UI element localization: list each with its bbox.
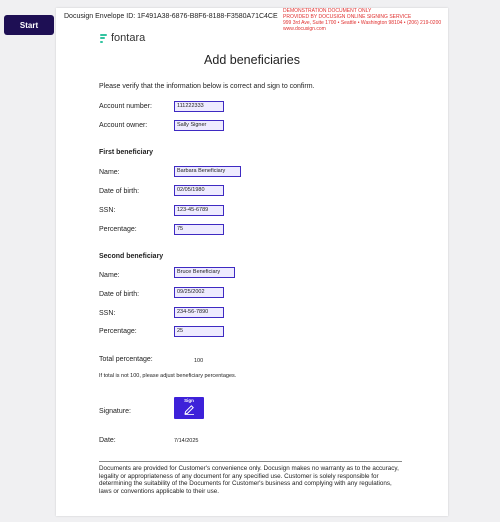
second-ssn-field[interactable]: 234-56-7890 bbox=[174, 307, 224, 318]
first-dob-field[interactable]: 02/05/1980 bbox=[174, 185, 224, 196]
account-number-field[interactable]: 111222333 bbox=[174, 101, 224, 112]
second-percentage-field[interactable]: 25 bbox=[174, 326, 224, 337]
first-dob-label: Date of birth: bbox=[99, 188, 140, 195]
demo-notice-line: www.docusign.com bbox=[283, 26, 326, 32]
total-percentage-label: Total percentage: bbox=[99, 356, 153, 363]
total-note: If total is not 100, please adjust beneficiary percentages. bbox=[99, 373, 237, 379]
second-dob-field[interactable]: 09/25/2002 bbox=[174, 287, 224, 298]
first-ssn-label: SSN: bbox=[99, 207, 116, 214]
demo-notice-line: 999 3rd Ave, Suite 1700 • Seattle • Washington 98104 • (206) 219-0200 bbox=[283, 20, 442, 26]
account-number-label: Account number: bbox=[99, 103, 152, 110]
start-button[interactable]: Start bbox=[4, 15, 54, 35]
demo-notice-line: DEMONSTRATION DOCUMENT ONLY bbox=[283, 8, 372, 14]
first-name-field[interactable]: Barbara Beneficiary bbox=[174, 166, 241, 177]
second-name-label: Name: bbox=[99, 272, 120, 279]
second-beneficiary-heading: Second beneficiary bbox=[99, 253, 164, 260]
account-owner-label: Account owner: bbox=[99, 122, 148, 129]
demo-notice-line: PROVIDED BY DOCUSIGN ONLINE SIGNING SERVICE bbox=[283, 14, 412, 20]
first-beneficiary-heading: First beneficiary bbox=[99, 149, 154, 156]
second-dob-label: Date of birth: bbox=[99, 291, 140, 298]
second-name-field[interactable]: Bruce Beneficiary bbox=[174, 267, 235, 278]
date-value: 7/14/2025 bbox=[174, 438, 199, 444]
intro-text: Please verify that the information below is correct and sign to confirm. bbox=[99, 83, 315, 90]
date-label: Date: bbox=[99, 437, 116, 444]
first-name-label: Name: bbox=[99, 169, 120, 176]
total-percentage-value: 100 bbox=[194, 358, 204, 364]
document-page bbox=[56, 8, 448, 516]
disclaimer-text: Documents are provided for Customer's convenience only. Docusign makes no warranty as to the accuracy, legality or appropriateness of any document for any specified use. Customer is solely responsible for determining the suitability of the Documents for Customer's business and complying with any regulations, laws or conventions applicable to their use. bbox=[99, 465, 399, 495]
second-percentage-label: Percentage: bbox=[99, 328, 137, 335]
logo-text: fontara bbox=[111, 32, 146, 44]
second-ssn-label: SSN: bbox=[99, 310, 116, 317]
first-percentage-label: Percentage: bbox=[99, 226, 137, 233]
signature-label: Signature: bbox=[99, 408, 131, 415]
divider bbox=[99, 461, 402, 462]
sign-button[interactable] bbox=[174, 397, 204, 419]
demo-notice bbox=[283, 8, 441, 32]
page-title: Add beneficiaries bbox=[204, 53, 300, 67]
envelope-id: Docusign Envelope ID: 1F491A38-6876-B8F6-8188-F3580A71C4CE bbox=[64, 13, 278, 20]
sign-button-label: Sign bbox=[184, 398, 194, 403]
account-owner-field[interactable]: Sally Signer bbox=[174, 120, 224, 131]
pen-icon bbox=[184, 404, 195, 415]
company-logo bbox=[100, 32, 145, 44]
first-percentage-field[interactable]: 75 bbox=[174, 224, 224, 235]
first-ssn-field[interactable]: 123-45-6789 bbox=[174, 205, 224, 216]
fontara-logo-icon bbox=[100, 34, 108, 43]
